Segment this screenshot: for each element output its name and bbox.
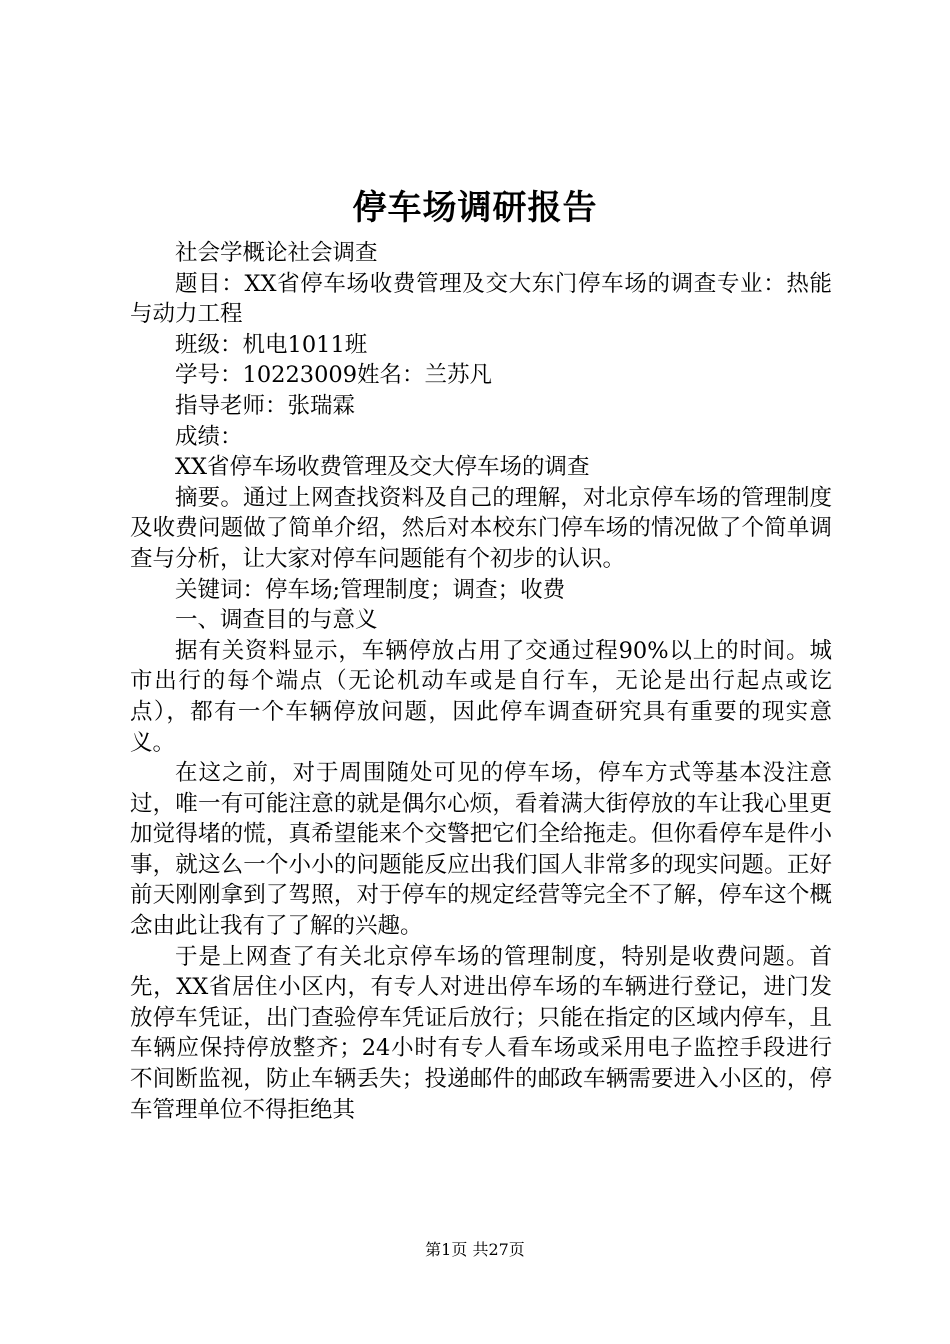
document-title: 停车场调研报告 — [352, 188, 598, 228]
subtitle-line: XX省停车场收费管理及交大停车场的调查 — [175, 454, 590, 481]
page-footer: 第1页 共27页 — [425, 1240, 525, 1259]
grade-line: 成绩： — [175, 423, 243, 450]
abstract-paragraph: 摘要。通过上网查找资料及自己的理解，对北京停车场的管理制度及收费问题做了简单介绍，然后对本校东门停车场的情况做了个简单调查与分析，让大家对停车问题能有个初步的认识。 — [130, 484, 832, 572]
class-line: 班级：机电1011班 — [175, 331, 368, 358]
body-paragraph: 于是上网查了有关北京停车场的管理制度，特别是收费问题。首先，XX省居住小区内，有专人对进出停车场的车辆进行登记，进门发放停车凭证，出门查验停车凭证后放行；只能在指定的区域内停车，且车辆应保持停放整齐；24小时有专人看车场或采用电子监控手段进行不间断监视，防止车辆丢失；投递邮件的邮政车辆需要进入小区的，停车管理单位不得拒绝其 — [130, 943, 832, 1123]
keywords-line: 关键词：停车场;管理制度；调查；收费 — [175, 576, 566, 603]
document-body — [130, 238, 832, 1125]
body-paragraph: 据有关资料显示，车辆停放占用了交通过程90%以上的时间。城市出行的每个端点（无论机动车或是自行车，无论是出行起点或讫点），都有一个车辆停放问题，因此停车调查研究具有重要的现实意义。 — [130, 637, 832, 756]
section-heading: 一、调查目的与意义 — [175, 607, 378, 634]
body-paragraph: 在这之前，对于周围随处可见的停车场，停车方式等基本没注意过，唯一有可能注意的就是偶尔心烦，看着满大街停放的车让我心里更加觉得堵的慌，真希望能来个交警把它们全给拖走。但你看停车是件小事，就这么一个小小的问题能反应出我们国人非常多的现实问题。正好前天刚刚拿到了驾照，对于停车的规定经营等完全不了解，停车这个概念由此让我有了了解的兴趣。 — [130, 760, 832, 940]
topic-line: 题目：XX省停车场收费管理及交大东门停车场的调查专业：热能与动力工程 — [130, 270, 832, 328]
course-line: 社会学概论社会调查 — [175, 240, 378, 266]
advisor-line: 指导老师：张瑞霖 — [175, 392, 356, 419]
student-line: 学号：10223009姓名：兰苏凡 — [175, 362, 493, 389]
